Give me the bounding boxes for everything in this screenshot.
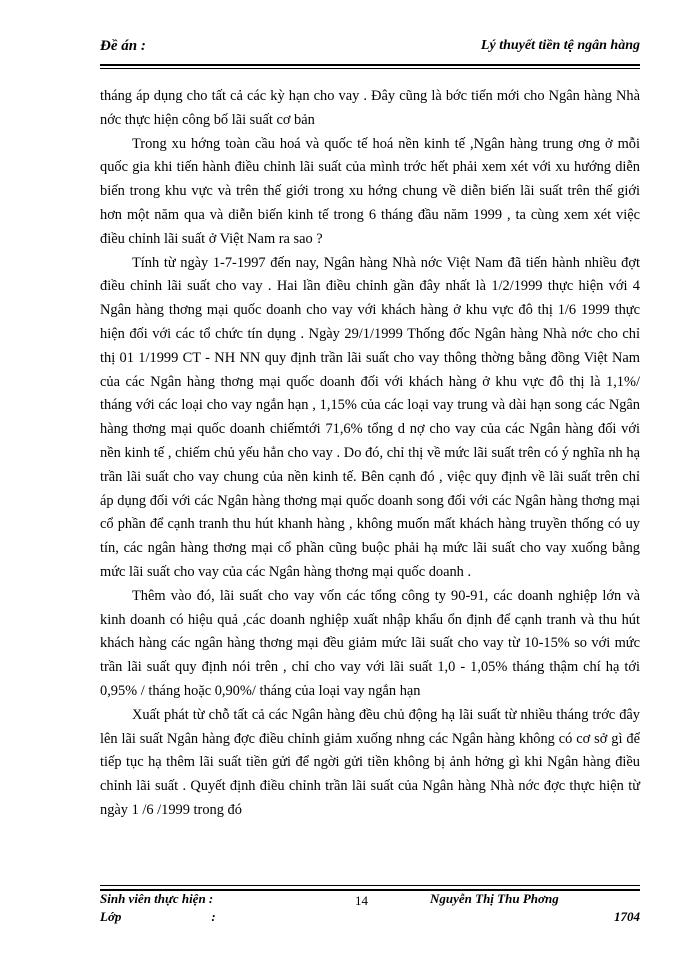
header-rule [100,64,640,66]
paragraph-4: Thêm vào đó, lãi suất cho vay vốn các tổng công ty 90-91, các doanh nghiệp lớn và kinh doanh có hiệu quả ,các doanh nghiệp xuất nhập khẩu ổn định để cạnh tranh và thu hút khách hàng các ngân hàng thơng mại đều giảm mức lãi suất cho vay từ 10-15% so với mức trần lãi suất quy định nói trên , chỉ cho vay với lãi suất 1,0 - 1,05% tháng thậm chí hạ tới 0,95% / tháng hoặc 0,90%/ tháng của loại vay ngắn hạn [100,587,640,699]
document-body [100,85,640,823]
page-number: 14 [355,893,368,908]
page-header [100,38,640,62]
footer-student-label: Sinh viên thực hiện : [100,891,214,906]
footer-class-line [100,909,216,925]
footer-class-separator: : [211,909,216,924]
paragraph-3: Tính từ ngày 1-7-1997 đến nay, Ngân hàng Nhà nớc Việt Nam đã tiến hành nhiều đợt điều chỉnh lãi suất cho vay . Hai lần điều chỉnh gần đây nhất là 1/2/1999 thực hiện với 4 Ngân hàng thơng mại quốc doanh cho vay với khách hàng ở khu vực đô thị 1/6 1999 thực hiện đối với các tổ chức tín dụng . Ngày 29/1/1999 Thống đốc Ngân hàng Nhà nớc cho chỉ thị 01 1/1999 CT - NH NN quy định trần lãi suất cho vay thông thờng bằng đồng Việt Nam của các Ngân hàng thơng mại quốc doanh đối với khách hàng ở khu vực đô thị là 1,1%/ tháng với các loại cho vay ngắn hạn , 1,15% của các loại vay trung và dài hạn song các Ngân hàng thơng mại quốc doanh chiếmtới 71,6% tổng d nợ cho vay của các Ngân hàng đối với nền kinh tế , chiếm chủ yếu hẳn cho vay . Do đó, chỉ thị về mức lãi suất trên có ý nghĩa nh hạ trần lãi suất cho vay chung của nền kinh tế. Bên cạnh đó , việc quy định về lãi suất trên chỉ áp dụng đối với các Ngân hàng thơng mại quốc doanh song đối với các Ngân hàng thơng mại cổ phần để cạnh tranh thu hút khanh hàng , không muốn mất khách hàng truyền thống có uy tín, các ngân hàng thơng mại cổ phần cũng buộc phải hạ mức lãi suất cho vay xuống bằng mức lãi suất cho vay của các Ngân hàng thơng mại quốc doanh . [100,254,640,580]
footer-rule-thin [100,885,640,886]
footer-class-label: Lớp [100,909,122,924]
header-subject: Lý thuyết tiền tệ ngân hàng [480,38,640,53]
footer-student-name: Nguyễn Thị Thu Phơng [430,891,559,906]
header-document-type: Đề án : [100,38,146,54]
paragraph-2: Trong xu hớng toàn cầu hoá và quốc tế hoá nền kinh tế ,Ngân hàng trung ơng ở mỗi quốc gia khi tiến hành điều chỉnh lãi suất của mình trớc hết phải xem xét với xu hướng diễn biến trong khu vực và trên thế giới trong xu hớng chung về diễn biến lãi suất trên thế giới hơn một năm qua và diễn biến kinh tế trong 6 tháng đầu năm 1999 , ta cùng xem xét việc điều chỉnh lãi suất ở Việt Nam ra sao ? [100,135,640,247]
footer-class-value: 1704 [614,909,640,924]
header-rule-thin [100,68,640,69]
paragraph-5: Xuất phát từ chỗ tất cả các Ngân hàng đều chủ động hạ lãi suất từ nhiều tháng trớc đây lên lãi suất Ngân hàng đợc điều chỉnh giảm xuống nhng các Ngân hàng không có cơ sở gì để tiếp tục hạ thêm lãi suất tiền gửi để ngời gửi tiền không bị ảnh hởng gì khi Ngân hàng điều chỉnh lãi suất . Quyết định điều chỉnh trần lãi suất của Ngân hàng Nhà nớc đợc thực hiện từ ngày 1 /6 /1999 trong đó [100,706,640,818]
paragraph-1: tháng áp dụng cho tất cả các kỳ hạn cho vay . Đây cũng là bớc tiến mới cho Ngân hàng Nhà nớc thực hiện công bố lãi suất cơ bản [100,88,640,128]
